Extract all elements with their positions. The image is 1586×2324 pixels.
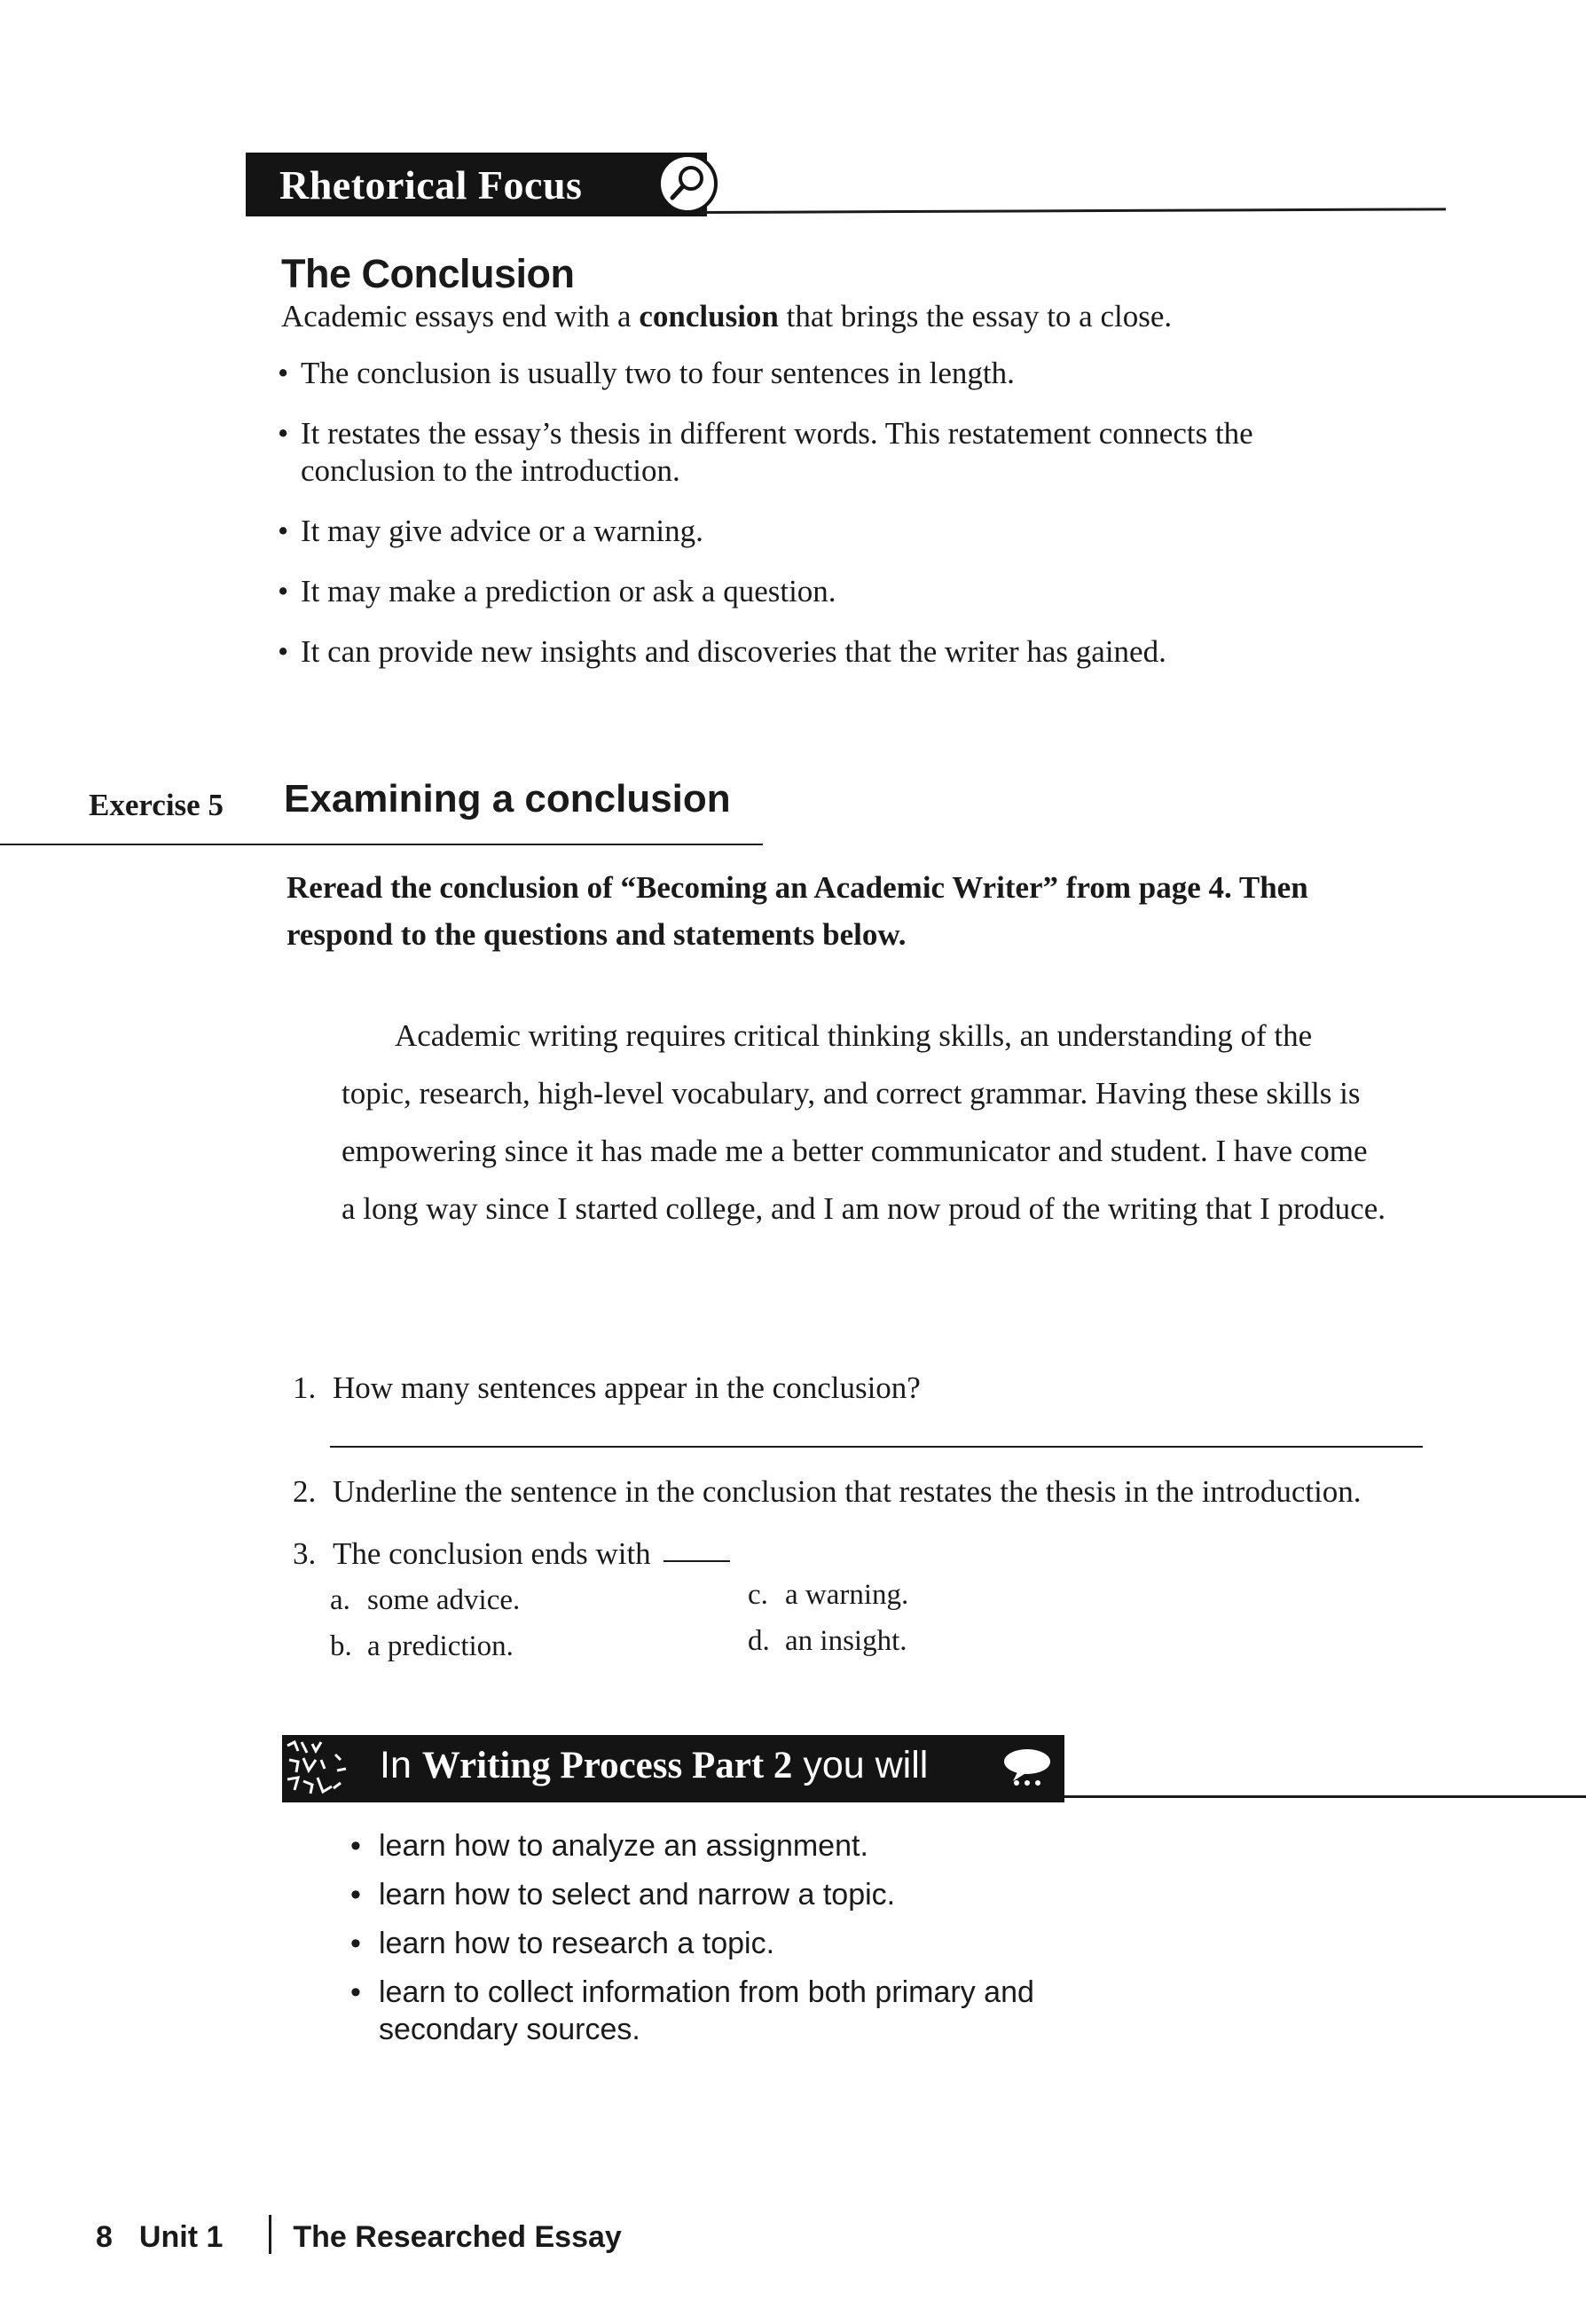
list-item: • The conclusion is usually two to four sentences in length.	[278, 355, 1342, 392]
exercise-divider	[0, 844, 763, 845]
question-1: 1. How many sentences appear in the conclusion?	[293, 1370, 921, 1405]
exercise-instructions: Reread the conclusion of “Becoming an Academic Writer” from page 4. Then respond to the questions and statements below.	[287, 870, 1308, 952]
writing-process-heading: In Writing Process Part 2 you will	[380, 1744, 929, 1786]
answer-line[interactable]	[330, 1446, 1423, 1448]
list-item: • learn how to select and narrow a topic.	[350, 1876, 1149, 1913]
page-footer	[96, 2215, 622, 2255]
list-item: • It may make a prediction or ask a question.	[278, 573, 1342, 610]
intro-paragraph: Academic essays end with a conclusion that brings the essay to a close.	[281, 299, 1173, 334]
option-c: c. a warning.	[748, 1579, 909, 1611]
magnifying-glass-icon	[656, 146, 718, 221]
list-item: • learn to collect information from both primary and secondary sources.	[350, 1974, 1088, 2048]
rhetorical-focus-heading: Rhetorical Focus	[279, 162, 583, 208]
quoted-passage: Academic writing requires critical thinking skills, an understanding of the topic, research, high-level vocabulary, and correct grammar. Having these skills is empowering since it has made me a better communicator and student. I have come a long way since I started college, and I am now proud of the writing that I produce.	[342, 1018, 1386, 1226]
list-item: • learn how to research a topic.	[350, 1925, 1149, 1962]
section-divider	[701, 208, 1446, 214]
option-d: d. an insight.	[748, 1625, 907, 1657]
option-b: b. a prediction.	[330, 1630, 514, 1662]
question-2: 2. Underline the sentence in the conclusion that restates the thesis in the introduction.	[293, 1474, 1362, 1509]
conclusion-points-list	[278, 355, 1342, 694]
list-item: • It can provide new insights and discoveries that the writer has gained.	[278, 633, 1342, 671]
exercise-label: Exercise 5	[89, 788, 224, 822]
option-a: a. some advice.	[330, 1584, 521, 1616]
writing-process-list	[350, 1827, 1149, 2060]
speech-bubble-icon	[1001, 1746, 1054, 1788]
list-item: • It restates the essay’s thesis in different words. This restatement connects the conclusion to the introduction.	[278, 415, 1294, 490]
unit-label: Unit 1	[138, 2220, 224, 2254]
question-3: 3. The conclusion ends with	[293, 1536, 730, 1572]
list-item: • learn how to analyze an assignment.	[350, 1827, 1149, 1865]
unit-title: The Researched Essay	[293, 2220, 622, 2254]
writing-process-logo-icon	[282, 1737, 364, 1801]
section-divider	[1064, 1795, 1586, 1798]
footer-separator	[269, 2215, 271, 2254]
page-number: 8	[96, 2220, 113, 2254]
section-title: The Conclusion	[281, 251, 575, 296]
exercise-title: Examining a conclusion	[284, 777, 731, 820]
answer-blank[interactable]	[663, 1560, 730, 1562]
list-item: • It may give advice or a warning.	[278, 513, 1342, 550]
